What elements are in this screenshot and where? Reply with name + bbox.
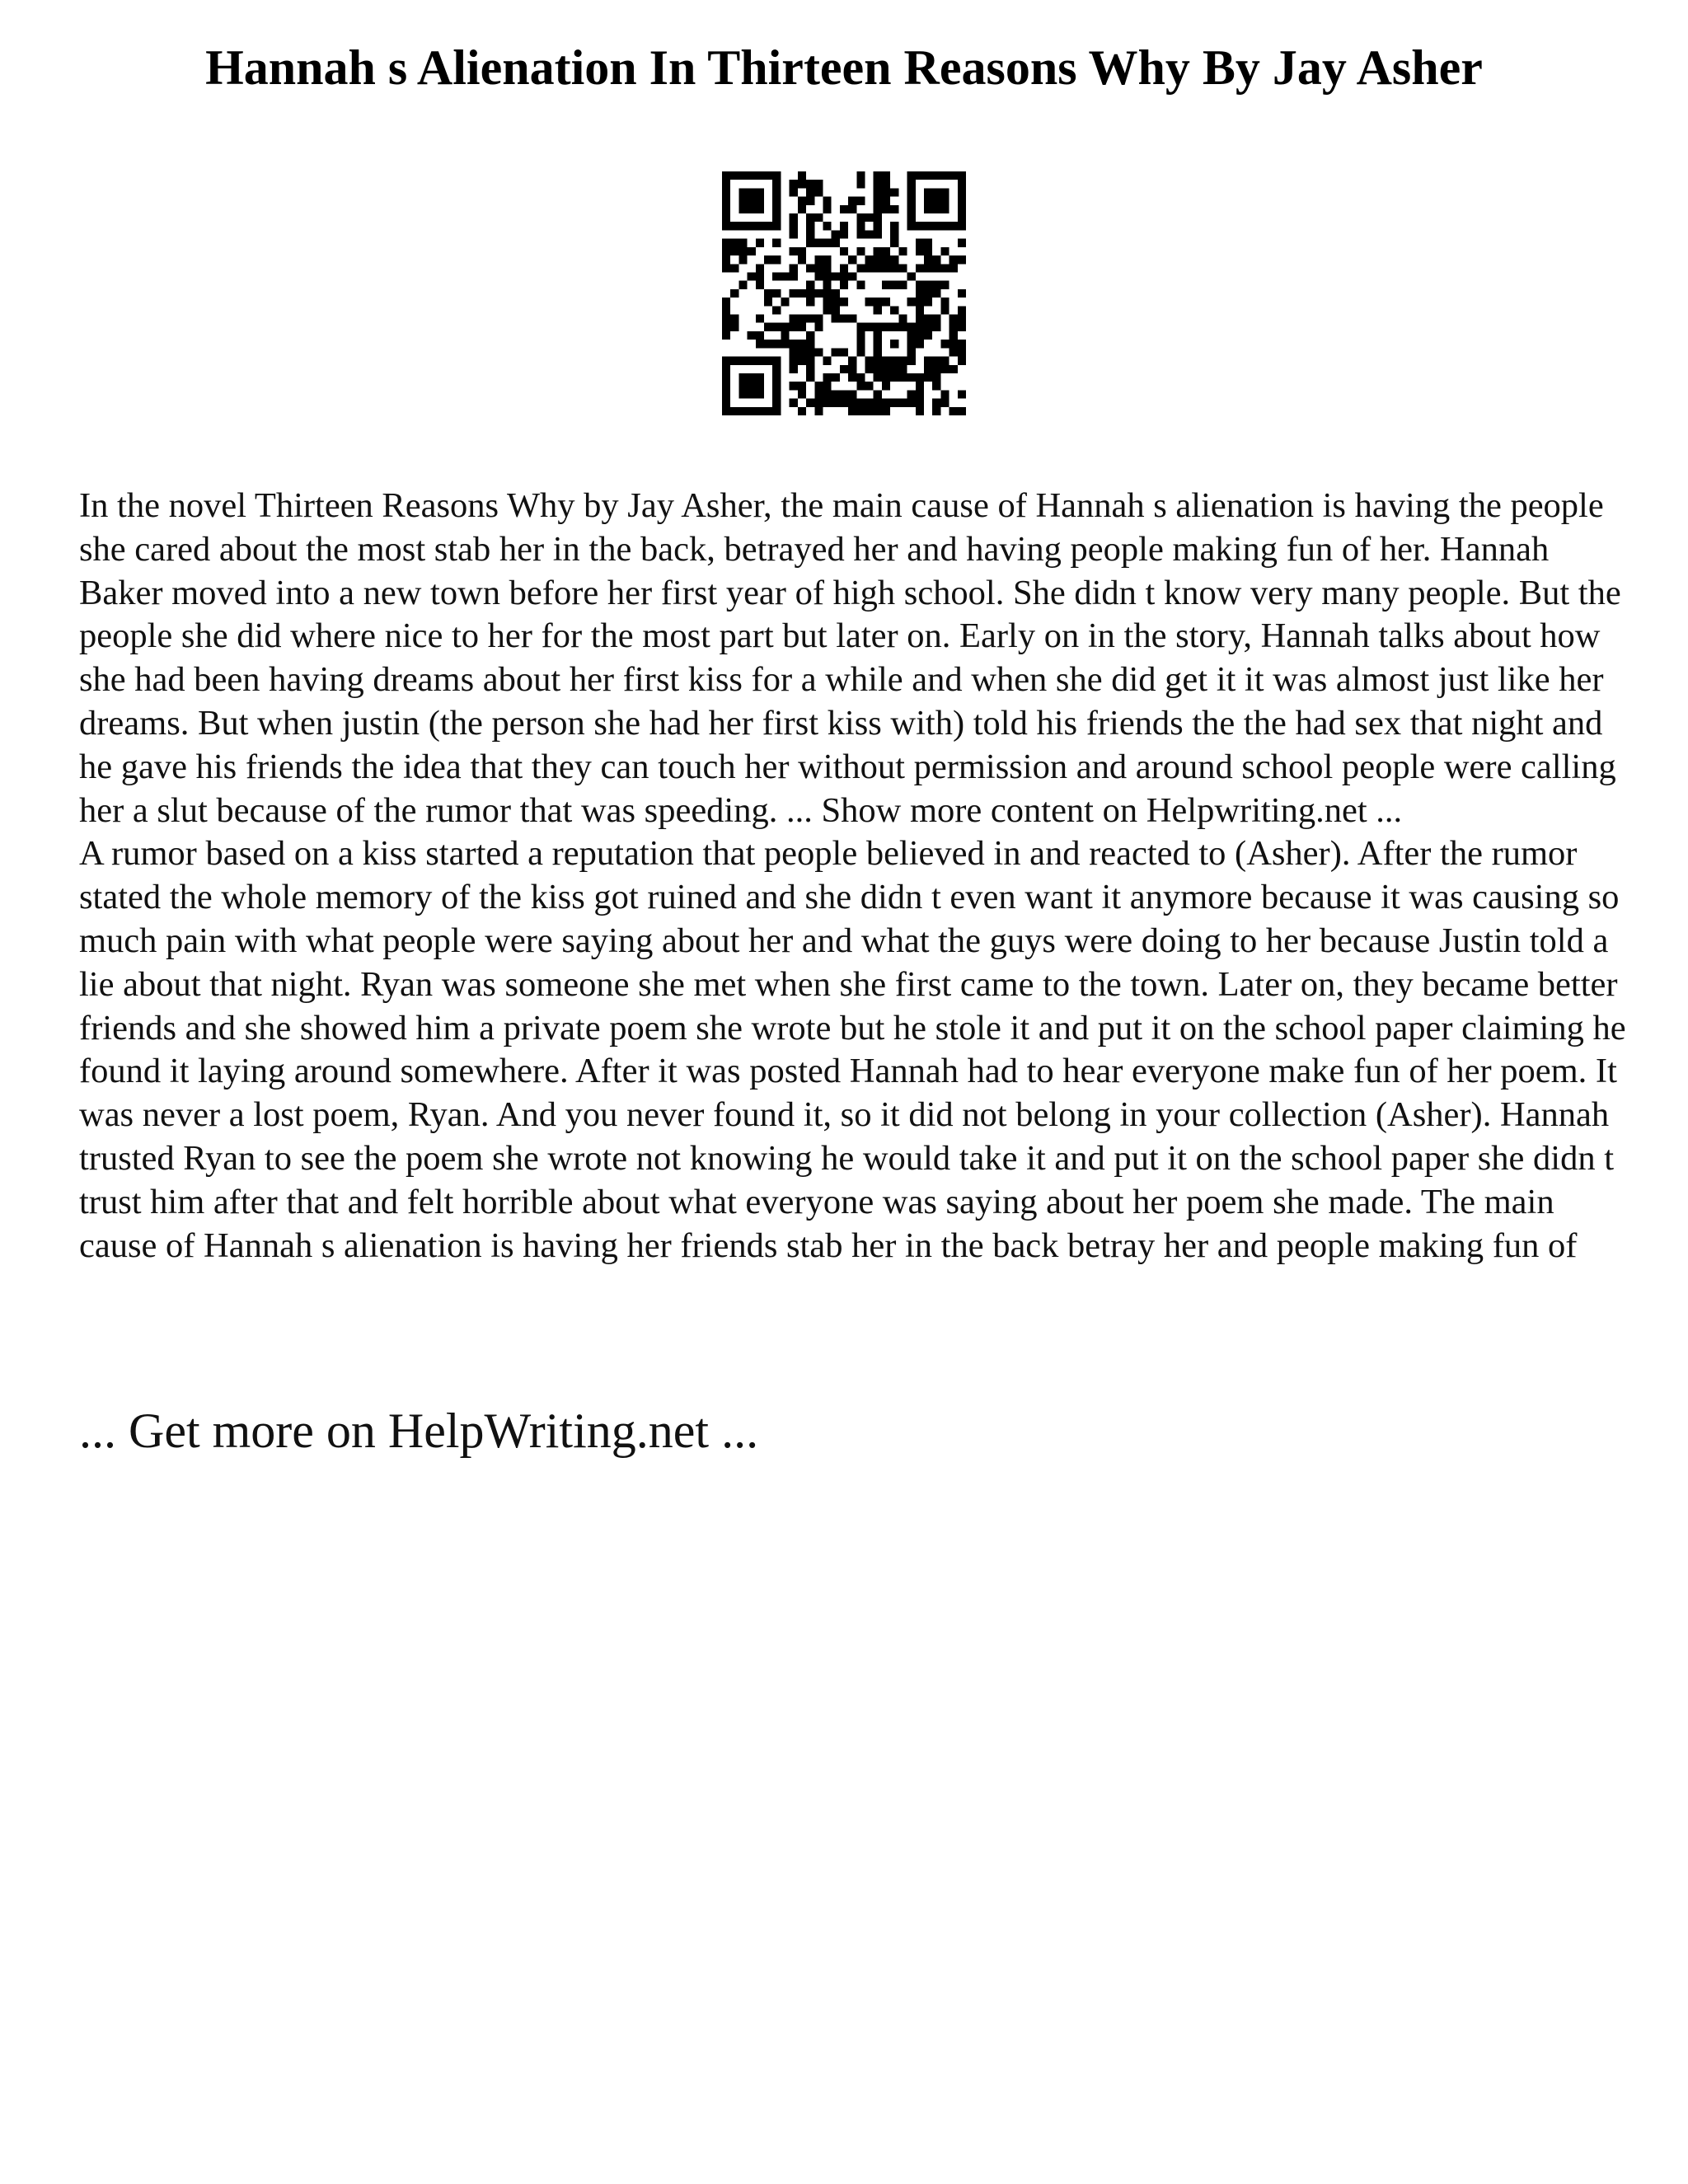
qr-code-icon[interactable] [722,171,966,415]
paragraph-2: A rumor based on a kiss started a reputation that people believed in and reacted to (Asher). After the rumor stated the whole memory of the kiss got ruined and she didn t even want it anymore because it was causing so much pain with what people were saying about her and what the guys were doing to her because Justin told a lie about that night. Ryan was someone she met when she first came to the town. Later on, they became better friends and she showed him a private poem she wrote but he stole it and put it on the school paper claiming he found it laying around somewhere. After it was posted Hannah had to hear everyone make fun of her poem. It was never a lost poem, Ryan. And you never found it, so it did not belong in your collection (Asher). Hannah trusted Ryan to see the poem she wrote not knowing he would take it and put it on the school paper she didn t trust him after that and felt horrible about what everyone was saying about her poem she made. The main cause of Hannah s alienation is having her friends stab her in the back betray her and people making fun of [79,834,1626,1265]
document-body [79,485,1629,1268]
paragraph-1: In the novel Thirteen Reasons Why by Jay Asher, the main cause of Hannah s alienation is having the people she cared about the most stab her in the back, betrayed her and having people making fun of her. Hannah Baker moved into a new town before her first year of high school. She didn t know very many people. But the people she did where nice to her for the most part but later on. Early on in the story, Hannah talks about how she had been having dreams about her first kiss for a while and when she did get it it was almost just like her dreams. But when justin (the person she had her first kiss with) told his friends the the had sex that night and he gave his friends the idea that they can touch her without permission and around school people were calling her a slut because of the rumor that was speeding. ... Show more content on Helpwriting.net ... [79,486,1621,830]
document-title: Hannah s Alienation In Thirteen Reasons Why By Jay Asher [205,40,1483,95]
get-more-link[interactable]: ... Get more on HelpWriting.net ... [79,1404,759,1458]
